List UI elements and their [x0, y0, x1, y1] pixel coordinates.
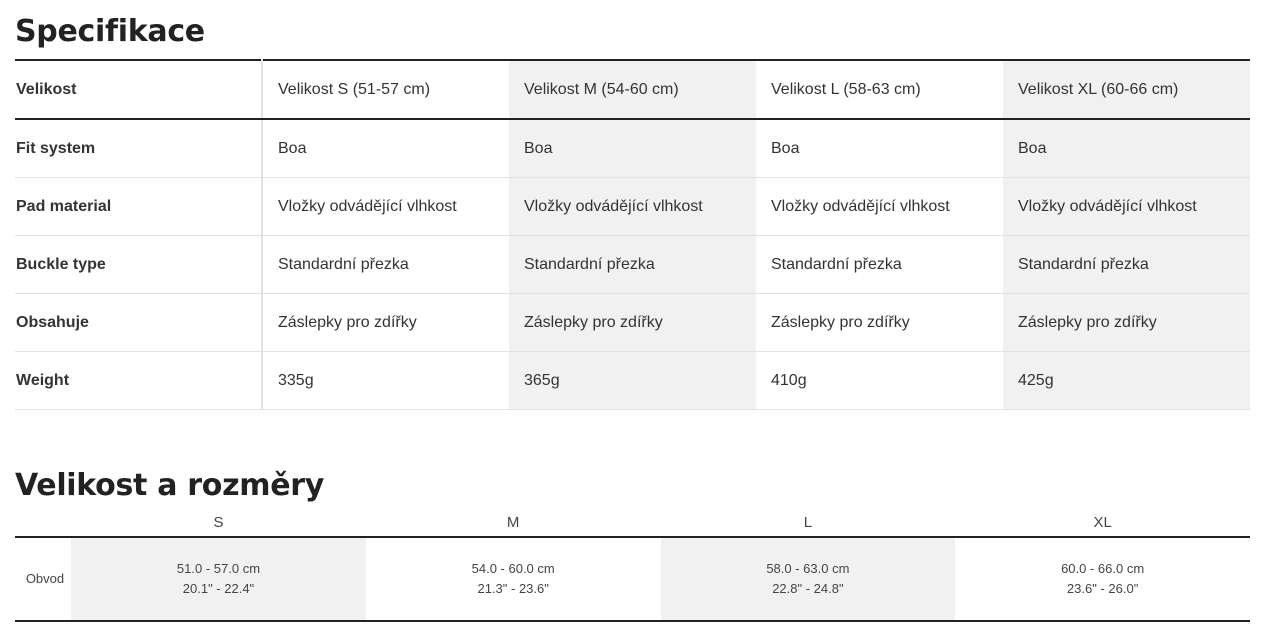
size-inch: 20.1" - 22.4" [182, 581, 255, 596]
size-cm: 54.0 - 60.0 cm [471, 561, 555, 576]
spec-cell: Standardní přezka [1003, 236, 1250, 294]
size-inch: 23.6" - 26.0" [1066, 581, 1139, 596]
size-inch: 21.3" - 23.6" [477, 581, 549, 596]
size-inch: 22.8" - 24.8" [772, 581, 844, 596]
spec-row-label: Weight [15, 352, 262, 410]
spec-row-label: Buckle type [15, 236, 262, 294]
size-cell-xl [955, 537, 1250, 621]
size-header-xl: XL [955, 508, 1250, 537]
size-header-s: S [71, 508, 366, 537]
spec-row-fit-system [15, 119, 1250, 178]
spec-row-size [15, 60, 1250, 119]
spec-cell: 425g [1003, 352, 1250, 410]
size-cm: 60.0 - 66.0 cm [1061, 561, 1145, 576]
spec-row-weight [15, 352, 1250, 410]
spec-cell: Vložky odvádějící vlhkost [262, 178, 509, 236]
spec-cell: Boa [1003, 119, 1250, 178]
spec-cell: 335g [262, 352, 509, 410]
size-cell-m [366, 537, 661, 621]
size-header-row [15, 508, 1250, 537]
spec-cell: Vložky odvádějící vlhkost [1003, 178, 1250, 236]
spec-row-includes [15, 294, 1250, 352]
spec-cell: Boa [756, 119, 1003, 178]
spec-cell: Standardní přezka [509, 236, 756, 294]
size-row-obvod [15, 537, 1250, 621]
spec-row-label: Fit system [15, 119, 262, 178]
spec-cell: 365g [509, 352, 756, 410]
spec-row-pad-material [15, 178, 1250, 236]
spec-cell: Záslepky pro zdířky [262, 294, 509, 352]
size-cm: 51.0 - 57.0 cm [176, 561, 261, 576]
spec-cell: Velikost M (54-60 cm) [509, 60, 756, 119]
spec-row-label: Velikost [15, 60, 262, 119]
spec-cell: Záslepky pro zdířky [756, 294, 1003, 352]
spec-cell: Vložky odvádějící vlhkost [756, 178, 1003, 236]
spec-cell: Vložky odvádějící vlhkost [509, 178, 756, 236]
spec-cell: Velikost XL (60-66 cm) [1003, 60, 1250, 119]
spec-cell: Boa [509, 119, 756, 178]
spec-table [15, 59, 1250, 410]
spec-cell: Standardní přezka [756, 236, 1003, 294]
spec-cell: Velikost L (58-63 cm) [756, 60, 1003, 119]
spec-cell: Standardní přezka [262, 236, 509, 294]
size-cell-s [71, 537, 366, 621]
spec-row-buckle-type [15, 236, 1250, 294]
spec-cell: Velikost S (51-57 cm) [262, 60, 509, 119]
size-header-empty [15, 508, 71, 537]
size-header-m: M [366, 508, 661, 537]
spec-row-label: Obsahuje [15, 294, 262, 352]
spec-cell: 410g [756, 352, 1003, 410]
spec-row-label: Pad material [15, 178, 262, 236]
size-header-l: L [661, 508, 956, 537]
size-title: Velikost a rozměry [15, 468, 324, 503]
spec-cell: Záslepky pro zdířky [509, 294, 756, 352]
spec-title: Specifikace [15, 14, 205, 49]
size-row-label: Obvod [15, 537, 71, 621]
size-table [15, 508, 1250, 622]
size-cm: 58.0 - 63.0 cm [766, 561, 850, 576]
spec-cell: Boa [262, 119, 509, 178]
size-cell-l [661, 537, 956, 621]
spec-cell: Záslepky pro zdířky [1003, 294, 1250, 352]
